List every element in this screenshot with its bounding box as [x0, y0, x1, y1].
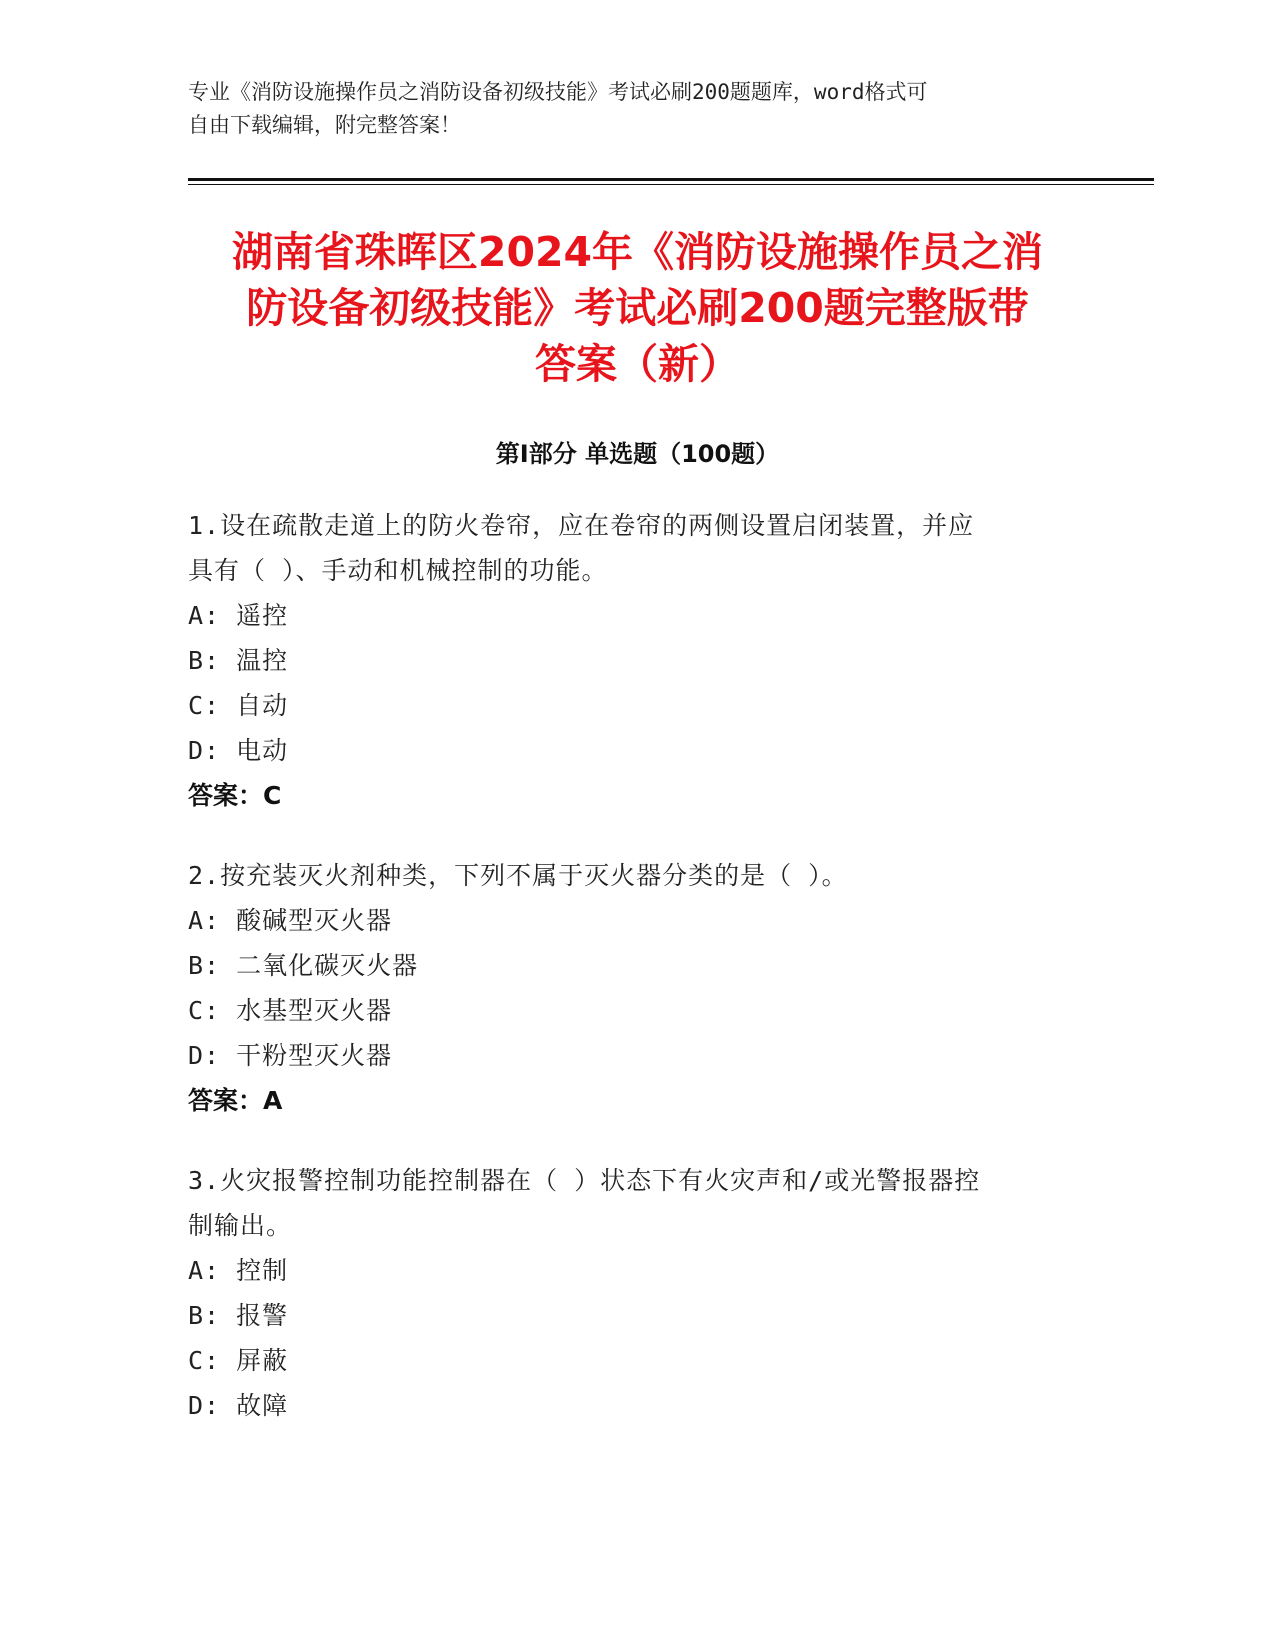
option-c: C: 屏蔽: [188, 1346, 289, 1375]
question-1: [188, 503, 1088, 818]
option-b: B: 二氧化碳灭火器: [188, 951, 419, 980]
document-title-line-1: 湖南省珠晖区2024年《消防设施操作员之消: [231, 228, 1044, 276]
document-title-line-3: 答案（新）: [535, 340, 740, 388]
header-note-line-2: 自由下载编辑，附完整答案！: [188, 113, 461, 137]
question-stem: [188, 503, 1088, 593]
question-2: [188, 853, 1088, 1123]
question-stem-line: 3.火灾报警控制功能控制器在（ ）状态下有火灾声和/或光警报器控: [188, 1166, 981, 1195]
option-c: C: 自动: [188, 691, 289, 720]
question-stem-line: 制输出。: [188, 1211, 293, 1240]
header-divider-thin: [188, 184, 1154, 185]
question-stem-line: 2.按充装灭火剂种类，下列不属于灭火器分类的是（ ）。: [188, 861, 848, 890]
header-note-line-1: 专业《消防设施操作员之消防设备初级技能》考试必刷200题题库，word格式可: [188, 80, 928, 104]
question-3: [188, 1158, 1088, 1428]
option-d: D: 电动: [188, 736, 289, 765]
question-stem: [188, 1158, 1088, 1248]
question-stem-line: 具有（ ）、手动和机械控制的功能。: [188, 556, 608, 585]
document-title: [150, 224, 1125, 392]
answer-line: 答案：C: [188, 781, 282, 810]
answer-line: 答案：A: [188, 1086, 283, 1115]
section-heading: 第Ⅰ部分 单选题（100题）: [495, 440, 780, 468]
option-b: B: 报警: [188, 1301, 289, 1330]
option-c: C: 水基型灭火器: [188, 996, 393, 1025]
header-divider-thick: [188, 178, 1154, 181]
option-d: D: 干粉型灭火器: [188, 1041, 393, 1070]
question-stem-line: 1.设在疏散走道上的防火卷帘，应在卷帘的两侧设置启闭装置，并应: [188, 511, 975, 540]
option-a: A: 遥控: [188, 601, 289, 630]
option-a: A: 控制: [188, 1256, 289, 1285]
question-stem: [188, 853, 1088, 898]
option-b: B: 温控: [188, 646, 289, 675]
option-d: D: 故障: [188, 1391, 289, 1420]
header-note: [188, 76, 1088, 142]
option-a: A: 酸碱型灭火器: [188, 906, 393, 935]
document-title-line-2: 防设备初级技能》考试必刷200题完整版带: [246, 284, 1029, 332]
